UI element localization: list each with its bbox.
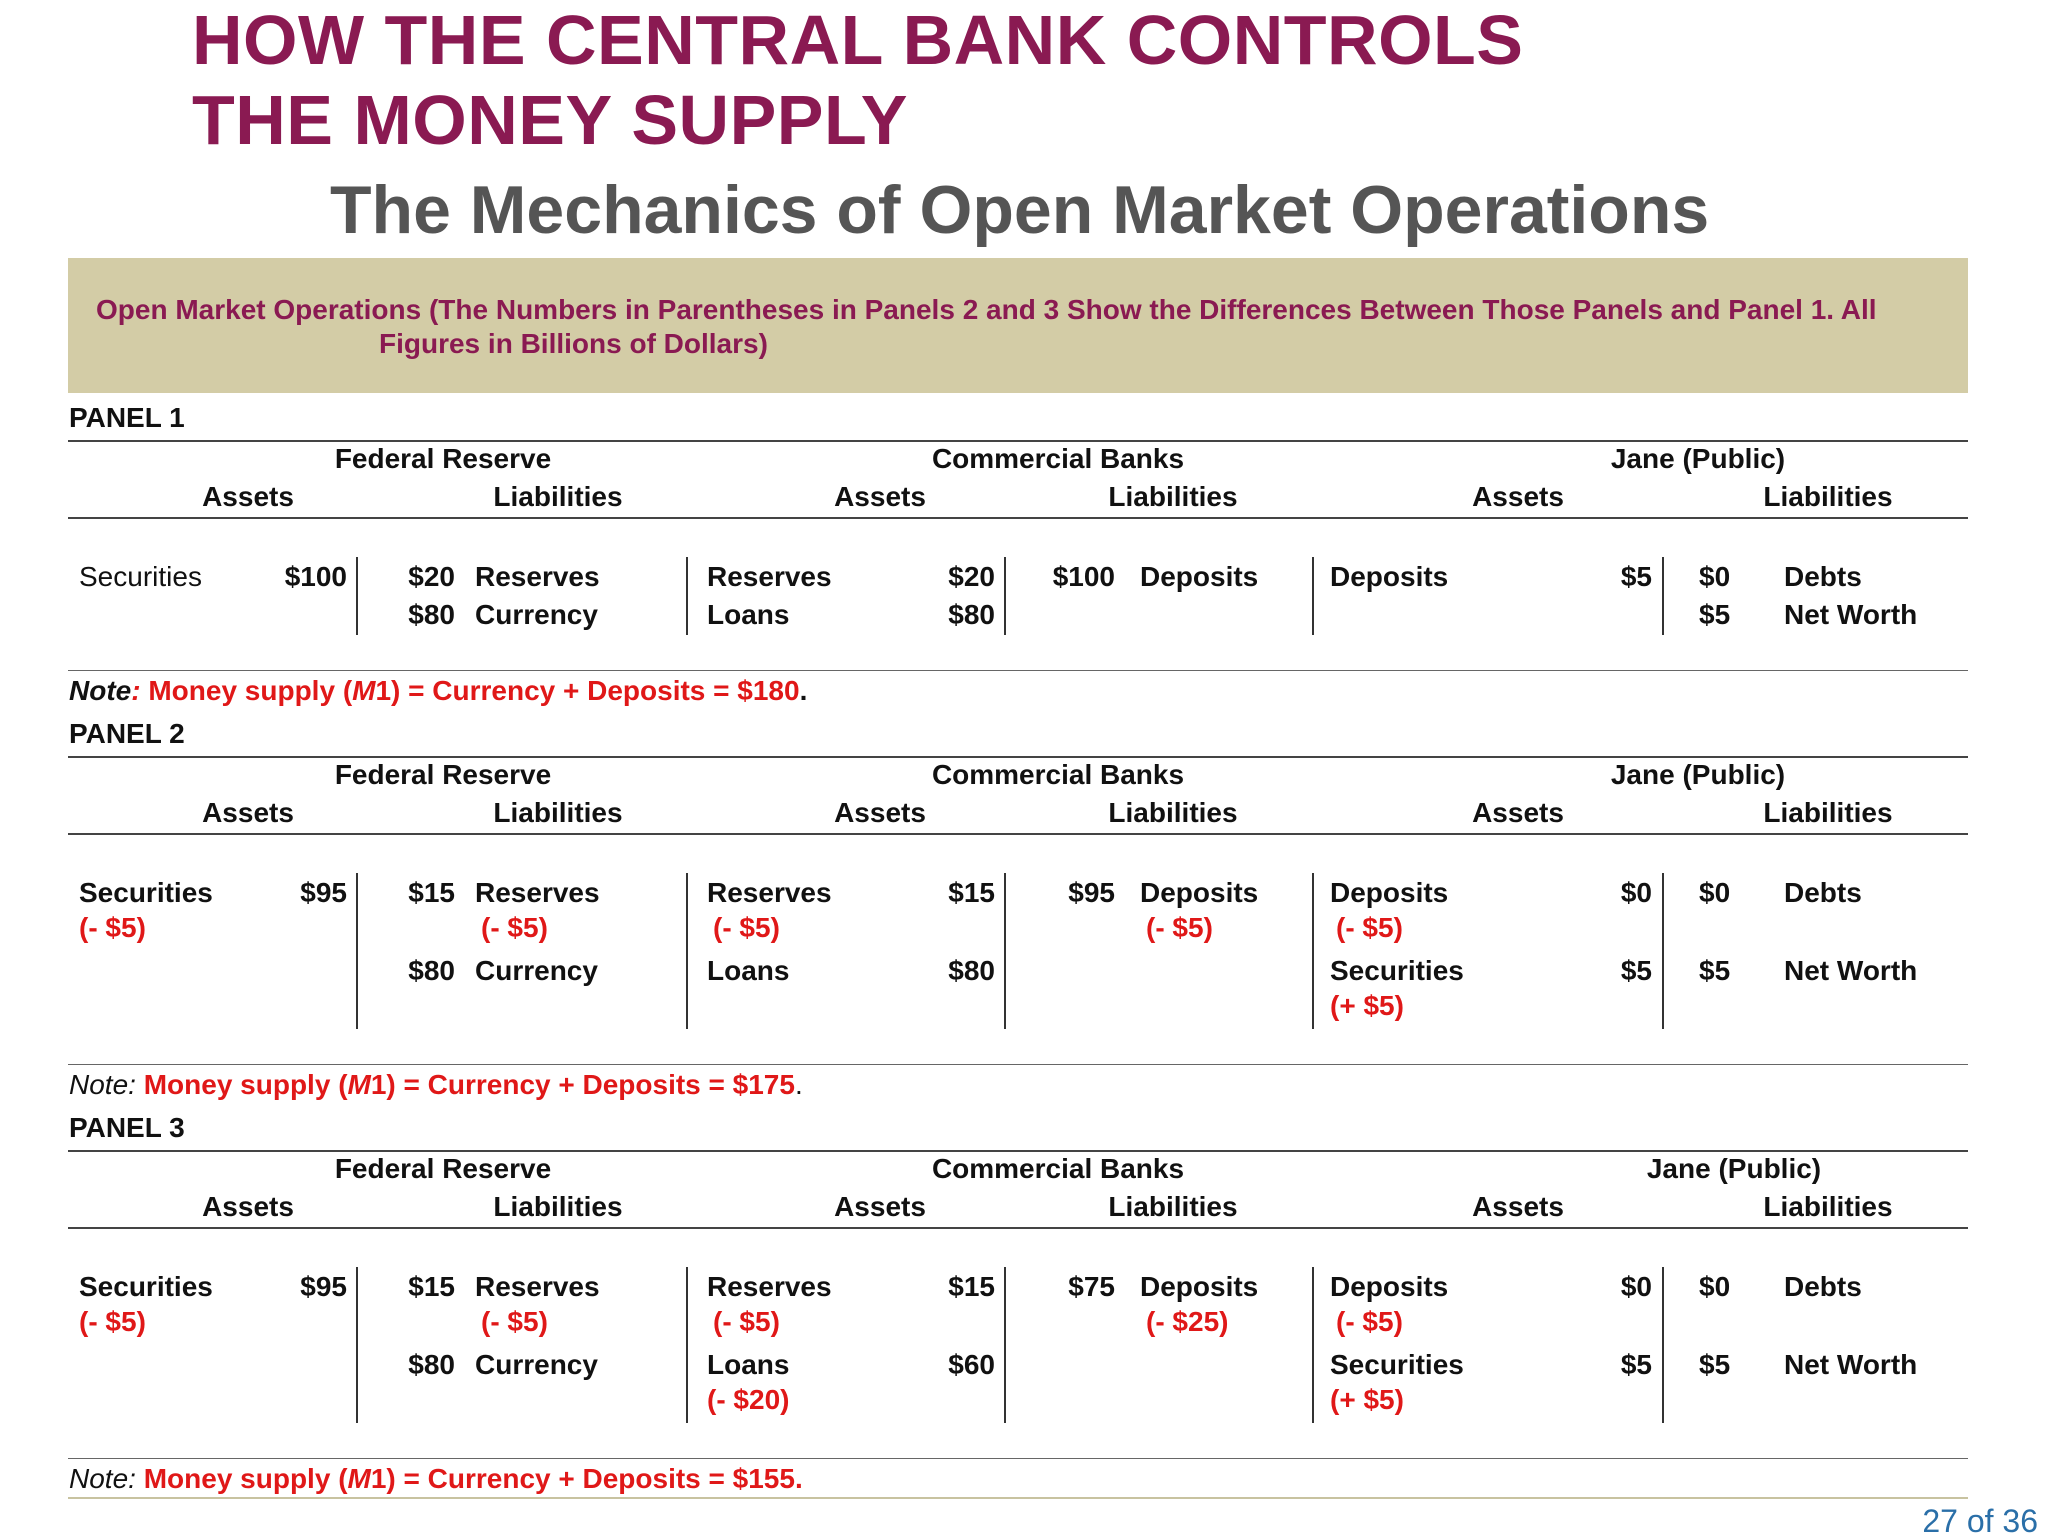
divider (68, 1458, 1968, 1459)
footer-divider (68, 1497, 1968, 1499)
cell-value: $0 (1699, 1271, 1731, 1302)
header-liabilities: Liabilities (1108, 481, 1238, 512)
caption-line2: Figures in Billions of Dollars) (379, 328, 768, 359)
cell-change: (- $5) (1336, 1306, 1403, 1337)
header-liabilities: Liabilities (1763, 1191, 1893, 1222)
cell-value: $5 (1620, 955, 1652, 986)
header-jane: Jane (Public) (1610, 759, 1786, 790)
t-account-divider (686, 557, 688, 635)
header-assets: Assets (834, 1191, 926, 1222)
header-jane: Jane (Public) (1610, 443, 1786, 474)
cell-value: $20 (408, 561, 455, 592)
header-assets: Assets (202, 481, 294, 512)
divider (68, 1064, 1968, 1065)
cell-value: $15 (948, 1271, 995, 1302)
cell-value: $5 (1620, 1349, 1652, 1380)
cell-label: Deposits (1330, 877, 1449, 908)
money-supply-note: Note: Money supply (M1) = Currency + Deposits = $180. (69, 675, 808, 706)
cell-change: (- $20) (707, 1384, 790, 1415)
t-account-divider (1662, 1267, 1664, 1423)
cell-value: $5 (1699, 599, 1731, 630)
cell-label: Currency (475, 599, 598, 630)
slide-title-line2: THE MONEY SUPPLY (192, 81, 908, 159)
cell-label: Debts (1784, 1271, 1862, 1302)
cell-label: Loans (707, 599, 790, 630)
cell-value: $5 (1699, 1349, 1731, 1380)
t-account-divider (356, 1267, 358, 1423)
cell-label: Reserves (707, 561, 832, 592)
divider (68, 833, 1968, 835)
t-account-divider (1004, 873, 1006, 1029)
header-liabilities: Liabilities (1763, 481, 1893, 512)
panel-label: PANEL 3 (69, 1112, 185, 1143)
cell-change: (- $5) (79, 1306, 146, 1337)
cell-value: $95 (300, 1271, 347, 1302)
t-account-divider (1004, 557, 1006, 635)
cell-label: Loans (707, 955, 790, 986)
cell-label: Debts (1784, 561, 1862, 592)
cell-change: (- $5) (1336, 912, 1403, 943)
t-account-divider (1004, 1267, 1006, 1423)
cell-value: $0 (1699, 561, 1731, 592)
cell-label: Securities (79, 1271, 213, 1302)
header-banks: Commercial Banks (931, 1153, 1185, 1184)
t-account-divider (1312, 1267, 1314, 1423)
divider (68, 1227, 1968, 1229)
header-liabilities: Liabilities (1108, 797, 1238, 828)
header-jane: Jane (Public) (1646, 1153, 1822, 1184)
t-account-divider (1312, 873, 1314, 1029)
header-assets: Assets (1472, 797, 1564, 828)
cell-change: (- $5) (1146, 912, 1213, 943)
cell-label: Deposits (1140, 877, 1259, 908)
header-assets: Assets (202, 1191, 294, 1222)
header-assets: Assets (834, 481, 926, 512)
cell-label: Securities (1330, 1349, 1464, 1380)
cell-label: Deposits (1330, 1271, 1449, 1302)
cell-value: $80 (408, 955, 455, 986)
cell-label: Securities (79, 561, 202, 592)
cell-value: $100 (1052, 561, 1115, 592)
cell-change: (- $25) (1146, 1306, 1229, 1337)
cell-value: $60 (948, 1349, 995, 1380)
t-account-divider (1662, 873, 1664, 1029)
divider (68, 670, 1968, 671)
cell-value: $15 (408, 1271, 455, 1302)
cell-change: (- $5) (481, 912, 548, 943)
header-liabilities: Liabilities (493, 1191, 623, 1222)
cell-label: Reserves (475, 561, 600, 592)
cell-label: Deposits (1140, 561, 1259, 592)
header-assets: Assets (834, 797, 926, 828)
cell-label: Net Worth (1784, 955, 1918, 986)
cell-value: $5 (1699, 955, 1731, 986)
header-liabilities: Liabilities (1763, 797, 1893, 828)
cell-value: $15 (948, 877, 995, 908)
cell-value: $15 (408, 877, 455, 908)
table-caption-banner (68, 258, 1968, 393)
cell-change: (- $5) (481, 1306, 548, 1337)
header-assets: Assets (202, 797, 294, 828)
cell-label: Securities (79, 877, 213, 908)
cell-label: Net Worth (1784, 1349, 1918, 1380)
divider (68, 517, 1968, 519)
cell-label: Reserves (707, 1271, 832, 1302)
money-supply-note: Note: Money supply (M1) = Currency + Deposits = $155. (69, 1463, 803, 1494)
header-liabilities: Liabilities (1108, 1191, 1238, 1222)
header-assets: Assets (1472, 1191, 1564, 1222)
cell-change: (- $5) (79, 912, 146, 943)
cell-value: $0 (1620, 1271, 1652, 1302)
t-account-divider (356, 557, 358, 635)
t-account-divider (686, 873, 688, 1029)
cell-change: (- $5) (713, 1306, 780, 1337)
t-account-divider (1662, 557, 1664, 635)
cell-value: $80 (948, 599, 995, 630)
cell-value: $5 (1620, 561, 1652, 592)
cell-label: Debts (1784, 877, 1862, 908)
cell-label: Reserves (475, 1271, 600, 1302)
slide-title (192, 0, 1523, 160)
cell-value: $95 (1068, 877, 1115, 908)
cell-value: $80 (408, 599, 455, 630)
header-liabilities: Liabilities (493, 481, 623, 512)
t-account-divider (686, 1267, 688, 1423)
header-fed: Federal Reserve (334, 1153, 552, 1184)
cell-label: Currency (475, 955, 598, 986)
cell-label: Currency (475, 1349, 598, 1380)
money-supply-note: Note: Money supply (M1) = Currency + Deposits = $175. (69, 1069, 803, 1100)
cell-label: Deposits (1140, 1271, 1259, 1302)
header-assets: Assets (1472, 481, 1564, 512)
page-number: 27 of 36 (1922, 1503, 2038, 1539)
t-account-divider (356, 873, 358, 1029)
cell-change: (+ $5) (1330, 990, 1404, 1021)
cell-label: Net Worth (1784, 599, 1918, 630)
header-fed: Federal Reserve (334, 443, 552, 474)
cell-value: $100 (284, 561, 347, 592)
slide-subtitle: The Mechanics of Open Market Operations (330, 172, 1710, 248)
cell-value: $75 (1068, 1271, 1115, 1302)
cell-change: (- $5) (713, 912, 780, 943)
cell-label: Reserves (707, 877, 832, 908)
cell-value: $0 (1620, 877, 1652, 908)
cell-label: Securities (1330, 955, 1464, 986)
header-fed: Federal Reserve (334, 759, 552, 790)
panel-label: PANEL 1 (69, 402, 185, 433)
slide-title-line1: HOW THE CENTRAL BANK CONTROLS (192, 1, 1524, 79)
cell-label: Loans (707, 1349, 790, 1380)
header-liabilities: Liabilities (493, 797, 623, 828)
cell-value: $80 (948, 955, 995, 986)
cell-value: $20 (948, 561, 995, 592)
cell-value: $80 (408, 1349, 455, 1380)
cell-label: Reserves (475, 877, 600, 908)
caption-line1: Open Market Operations (The Numbers in Parentheses in Panels 2 and 3 Show the Differences Between Those Panels and Panel 1. All (96, 294, 1877, 325)
panel-label: PANEL 2 (69, 718, 185, 749)
header-banks: Commercial Banks (931, 443, 1185, 474)
cell-change: (+ $5) (1330, 1384, 1404, 1415)
cell-value: $95 (300, 877, 347, 908)
cell-value: $0 (1699, 877, 1731, 908)
cell-label: Deposits (1330, 561, 1449, 592)
t-account-divider (1312, 557, 1314, 635)
header-banks: Commercial Banks (931, 759, 1185, 790)
